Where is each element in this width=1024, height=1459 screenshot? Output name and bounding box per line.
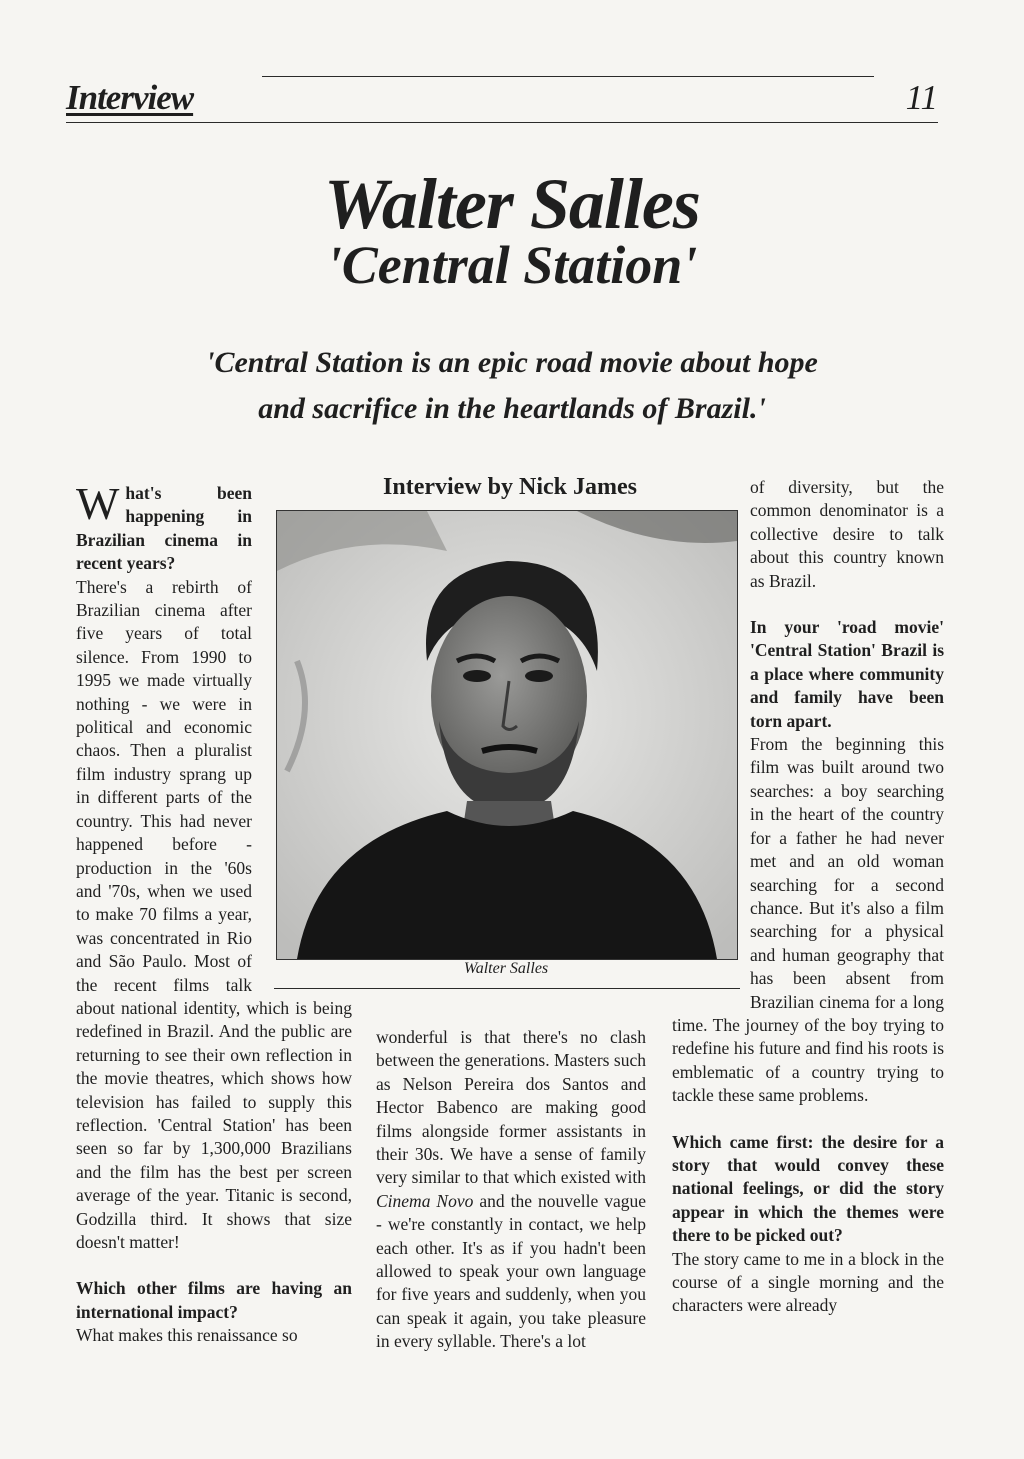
article-title: Walter Salles: [324, 164, 700, 244]
answer-2-start: What makes this renaissance so: [76, 1325, 298, 1346]
byline: Interview by Nick James: [383, 474, 637, 500]
question-1-text: hat's been happening in Brazilian cinema in recent years?: [76, 483, 252, 574]
middle-text-1: wonderful is that there's no clash between the generations. Masters such as Nelson Pereira dos Santos and Hector Babenco are making good films alongside former assistants in their 30s. We have a sense of family very similar to that which existed with: [376, 1027, 646, 1188]
question-2: Which other films are having an international impact?: [76, 1278, 352, 1322]
drop-cap: W: [76, 478, 120, 529]
middle-column: [376, 1026, 646, 1354]
question-3: In your 'road movie' 'Central Station' Brazil is a place where community and family have been torn apart.: [750, 617, 944, 731]
photo-wrap-spacer: [252, 482, 352, 994]
question-4: Which came first: the desire for a story that would convey these national feelings, or did the story appear in which the themes were there to be picked out?: [672, 1131, 944, 1246]
right-column: [672, 476, 944, 1318]
header-rule-top: [262, 76, 874, 77]
right-text-1: of diversity, but the common denominator is a collective desire to talk about this country known as Brazil.: [750, 477, 944, 591]
section-label: Interview: [66, 78, 194, 117]
middle-text-2: and the nouvelle vague - we're constantly in contact, we help each other. It's as if you hadn't been allowed to speak your own language for five years and suddenly, when you can speak it again, you take pleasure in every syllable. There's a lot: [376, 1190, 646, 1352]
photo-caption: Walter Salles: [463, 960, 549, 977]
answer-3: From the beginning this film was built around two searches: a boy searching in the heart of the country for a father he had never met and an old woman searching for a second chance. But it's also a film searching for a physical and human geography that has been absent from Brazilian cinema for a long time. The journey of the boy trying to redefine his future and find his roots is emblematic of a country trying to tackle these same problems.: [672, 734, 944, 1106]
answer-4-start: The story came to me in a block in the course of a single morning and the characters were already: [672, 1248, 944, 1316]
middle-italic-term: Cinema Novo: [376, 1190, 474, 1211]
photo-wrap-spacer-right: [672, 476, 750, 1000]
pull-quote: 'Central Station is an epic road movie about hope and sacrifice in the heartlands of Brazil.': [206, 346, 818, 425]
left-column: [76, 478, 352, 1348]
middle-text: [376, 1026, 646, 1354]
answer-1: There's a rebirth of Brazilian cinema after five years of total silence. From 1990 to 1995 we made virtually nothing - we were in political and economic chaos. Then a pluralist film industry sprang up in different parts of the country. This had never happened before - production in the '60s and '70s, when we used to make 70 films a year, was concentrated in Rio and São Paulo. Most of the recent films talk about national identity, which is being redefined in Brazil. And the public are returning to see their own reflection in the movie theatres, which shows how television has failed to supply this reflection. 'Central Station' has been seen so far by 1,300,000 Brazilians and the film has the best per screen average of the year. Titanic is second, Godzilla third. It shows that size doesn't matter!: [76, 576, 352, 1252]
page-number: 11: [905, 78, 938, 117]
article-subtitle: 'Central Station': [326, 235, 698, 295]
header-rule-bottom: [66, 122, 938, 123]
